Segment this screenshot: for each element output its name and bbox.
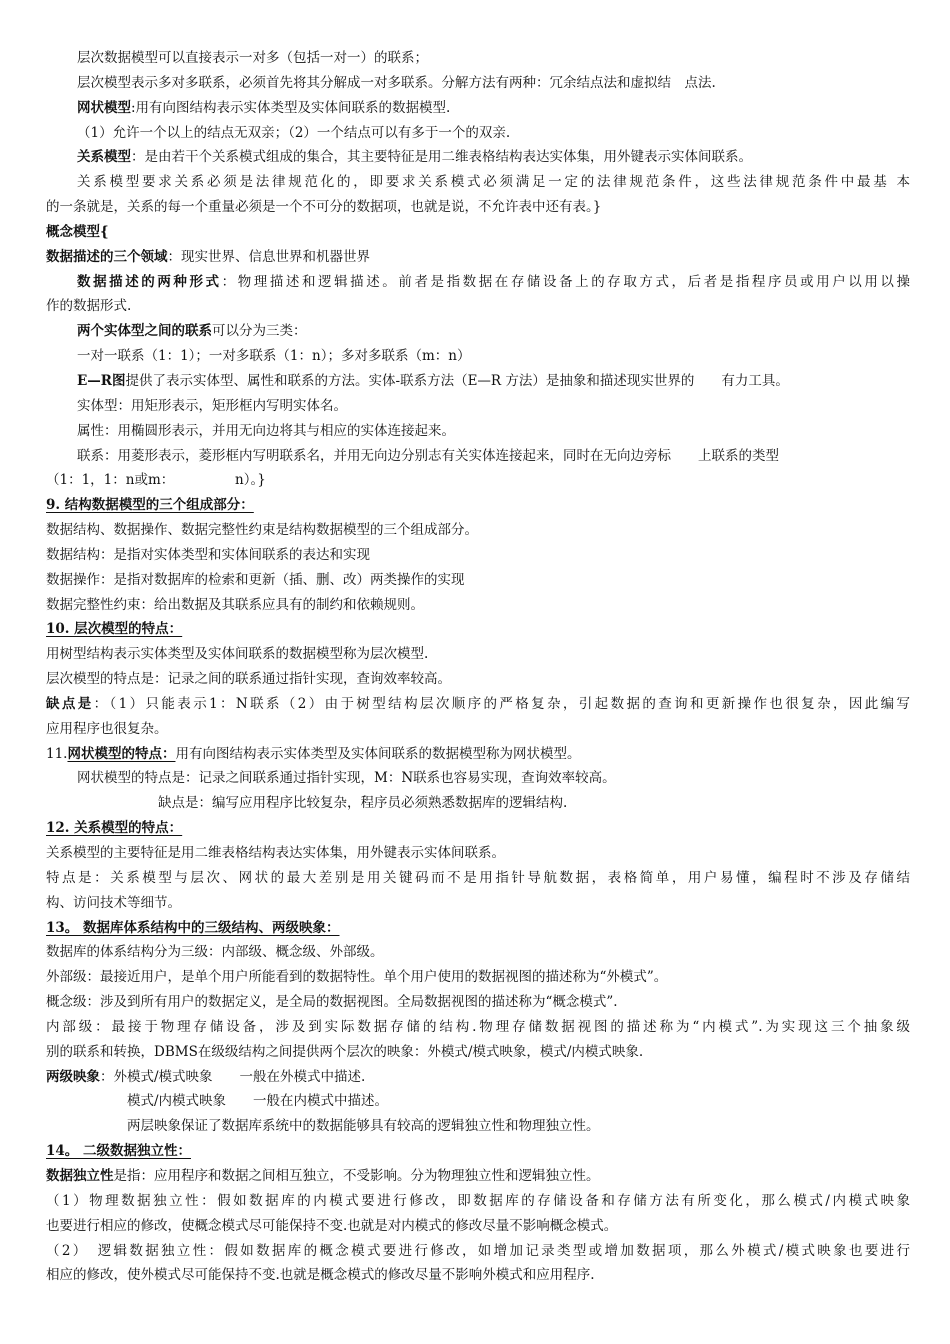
text: （2） 逻辑数据独立性：假如数据库的概念模式要进行修改，如增加记录类型或增加数据项，那么外模式/模式映象也要进行 [46, 1242, 910, 1259]
bold-term: 缺点是 [46, 695, 94, 712]
paragraph-line [46, 866, 910, 891]
text: ：现实世界、信息世界和机器世界 [167, 248, 370, 265]
bold-term: 数据独立性 [46, 1167, 114, 1184]
text: 数据结构、数据操作、数据完整性约束是结构数据模型的三个组成部分。 [46, 522, 478, 539]
section-heading [46, 916, 910, 941]
text: 可以分为三类： [212, 323, 307, 340]
text: 作的数据形式. [46, 298, 132, 315]
paragraph-line [46, 170, 910, 195]
text: ：物理描述和逻辑描述。前者是指数据在存储设备上的存取方式，后者是指程序员或用户以用以操 [221, 273, 910, 290]
bold-term: 网状模型的特点： [67, 745, 176, 762]
paragraph-line [46, 419, 910, 444]
paragraph-line [46, 1189, 910, 1214]
text: ：（1）只能表示1：N联系（2）由于树型结构层次顺序的严格复杂，引起数据的查询和更新操作也很复杂，因此编写 [93, 695, 910, 712]
bold-term: 数据描述的两种形式 [77, 273, 222, 290]
bold-term: 13。 数据库体系结构中的三级结构、两级映象： [46, 919, 340, 936]
text: 关系模型的主要特征是用二维表格结构表达实体集，用外键表示实体间联系。 [46, 845, 505, 861]
paragraph-line [46, 667, 910, 692]
text: 概念级：涉及到所有用户的数据定义，是全局的数据视图。全局数据视图的描述称为“概念模式”. [46, 994, 618, 1011]
text: （1）物理数据独立性：假如数据库的内模式要进行修改，即数据库的存储设备和存储方法有所变化，那么模式/内模式映象 [46, 1192, 910, 1209]
bold-term: 10. 层次模型的特点： [46, 621, 183, 638]
text: 特点是：关系模型与层次、网状的最大差别是用关键码而不是用指针导航数据，表格简单，用户易懂，编程时不涉及存储结 [46, 869, 910, 886]
paragraph-line [46, 444, 910, 469]
bold-term: 两个实体型之间的联系 [77, 323, 212, 340]
bold-term: 数据描述的三个领域 [46, 248, 168, 265]
paragraph-line [46, 1065, 910, 1090]
paragraph-line [46, 468, 910, 493]
text: 别的联系和转换，DBMS在级级结构之间提供两个层次的映象：外模式/模式映象，模式/内模式映象. [46, 1043, 644, 1060]
paragraph-line [46, 71, 910, 96]
text: 相应的修改，使外模式尽可能保持不变.也就是概念模式的修改尽量不影响外模式和应用程序. [46, 1267, 595, 1284]
text: 提供了表示实体型、属性和联系的方法。实体-联系方法（E—R 方法）是抽象和描述现实世界的 有力工具。 [125, 372, 789, 389]
bold-term: E—R图 [77, 372, 126, 389]
paragraph-line [46, 543, 910, 568]
text: 数据结构：是指对实体类型和实体间联系的表达和实现 [46, 546, 370, 563]
text: 两层映象保证了数据库系统中的数据能够具有较高的逻辑独立性和物理独立性。 [127, 1118, 600, 1135]
paragraph-line [46, 568, 910, 593]
paragraph-line [46, 990, 910, 1015]
paragraph-line [46, 344, 910, 369]
bold-term: 关系模型 [77, 149, 131, 166]
paragraph-line [46, 1114, 910, 1139]
text: 数据库的体系结构分为三级：内部级、概念级、外部级。 [46, 944, 384, 961]
paragraph-line [46, 518, 910, 543]
paragraph-line [46, 1164, 910, 1189]
text: 是指：应用程序和数据之间相互独立，不受影响。分为物理独立性和逻辑独立性。 [113, 1167, 600, 1184]
section-heading [46, 1139, 910, 1164]
paragraph-line [46, 46, 910, 71]
text: （1）允许一个以上的结点无双亲；（2）一个结点可以有多于一个的双亲. [77, 124, 511, 141]
text: 的一条就是，关系的每一个重量必须是一个不可分的数据项，也就是说，不允许表中还有表。} [46, 199, 602, 216]
text: 缺点是：编写应用程序比较复杂，程序员必须熟悉数据库的逻辑结构. [158, 795, 568, 812]
section-heading [46, 742, 910, 767]
paragraph-line [46, 1239, 910, 1264]
paragraph-line [46, 145, 910, 170]
text: :用有向图结构表示实体类型及实体间联系的数据模型. [131, 99, 451, 116]
paragraph-line [46, 642, 910, 667]
paragraph-line [46, 195, 910, 220]
text: ：是由若干个关系模式组成的集合，其主要特征是用二维表格结构表达实体集，用外键表示实体间联系。 [131, 149, 752, 166]
text: 网状模型的特点是：记录之间联系通过指针实现，M：N联系也容易实现，查询效率较高。 [77, 770, 616, 787]
paragraph-line [46, 1089, 910, 1114]
bold-term: 12. 关系模型的特点： [46, 820, 183, 837]
paragraph-line [46, 791, 910, 816]
paragraph-line [46, 319, 910, 344]
text: 外部级：最接近用户，是单个用户所能看到的数据特性。单个用户使用的数据视图的描述称为“外模式”。 [46, 969, 668, 986]
bold-term: 网状模型 [77, 99, 131, 116]
paragraph-line [46, 121, 910, 146]
paragraph-line [46, 1015, 910, 1040]
text: 用有向图结构表示实体类型及实体间联系的数据模型称为网状模型。 [175, 745, 581, 762]
paragraph-line [46, 1263, 910, 1288]
section-heading [46, 617, 910, 642]
text: 也要进行相应的修改，使概念模式尽可能保持不变.也就是对内模式的修改尽量不影响概念模式。 [46, 1217, 618, 1234]
paragraph-line [46, 841, 910, 866]
paragraph-line [46, 294, 910, 319]
text: 一对一联系（1：1）；一对多联系（1：n）；多对多联系（m：n） [77, 348, 471, 365]
paragraph-line [46, 394, 910, 419]
paragraph-line [46, 369, 910, 394]
section-heading [46, 220, 910, 245]
paragraph-line [46, 1214, 910, 1239]
text: 属性：用椭圆形表示，并用无向边将其与相应的实体连接起来。 [77, 422, 455, 439]
paragraph-line [46, 245, 910, 270]
text: 层次数据模型可以直接表示一对多（包括一对一）的联系； [77, 50, 428, 66]
text: ：外模式/模式映象 一般在外模式中描述. [100, 1068, 366, 1085]
section-number: 11. [46, 745, 68, 762]
paragraph-line [46, 891, 910, 916]
text: 内部级：最接于物理存储设备，涉及到实际数据存储的结构.物理存储数据视图的描述称为“内模式”.为实现这三个抽象级 [46, 1018, 910, 1035]
paragraph-line [46, 717, 910, 742]
bold-term: 14。 二级数据独立性： [46, 1143, 191, 1160]
bold-term: 概念模型{ [46, 223, 109, 240]
text: 构、访问技术等细节。 [46, 894, 181, 911]
section-heading [46, 816, 910, 841]
text: 层次模型的特点是：记录之间的联系通过指针实现，查询效率较高。 [46, 671, 451, 688]
text: 数据完整性约束：给出数据及其联系应具有的制约和依赖规则。 [46, 596, 424, 613]
paragraph-line [46, 270, 910, 295]
paragraph-line [46, 965, 910, 990]
text: 关系模型要求关系必须是法律规范化的，即要求关系模式必须满足一定的法律规范条件，这些法律规范条件中最基 本 [77, 174, 910, 191]
text: 联系：用菱形表示，菱形框内写明联系名，并用无向边分别志有关实体连接起来，同时在无向边旁标 上联系的类型 [77, 447, 779, 464]
bold-term: 9. 结构数据模型的三个组成部分： [46, 497, 254, 514]
section-heading [46, 493, 910, 518]
text: 层次模型表示多对多联系，必须首先将其分解成一对多联系。分解方法有两种：冗余结点法和虚拟结 点法. [77, 74, 716, 91]
paragraph-line [46, 940, 910, 965]
text: 实体型：用矩形表示，矩形框内写明实体名。 [77, 397, 347, 414]
paragraph-line [46, 1040, 910, 1065]
bold-term: 两级映象 [46, 1068, 100, 1085]
text: 应用程序也很复杂。 [46, 720, 168, 737]
paragraph-line [46, 96, 910, 121]
text: 模式/内模式映象 一般在内模式中描述。 [127, 1093, 389, 1110]
text: （1：1，1：n或m： n）。} [46, 472, 266, 489]
text: 用树型结构表示实体类型及实体间联系的数据模型称为层次模型. [46, 646, 429, 663]
text: 数据操作：是指对数据库的检索和更新（插、删、改）两类操作的实现 [46, 571, 465, 588]
paragraph-line [46, 593, 910, 618]
paragraph-line [46, 692, 910, 717]
paragraph-line [46, 766, 910, 791]
